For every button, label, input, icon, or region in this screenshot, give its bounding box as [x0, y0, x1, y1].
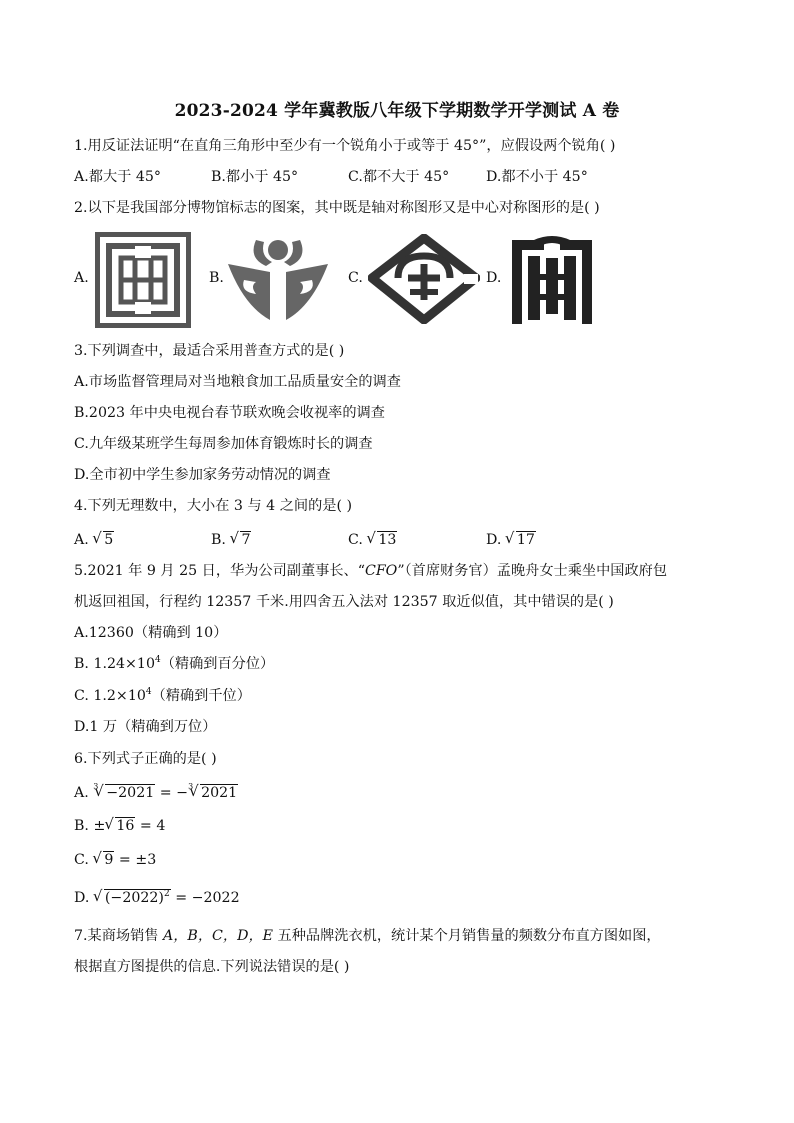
question-6-stem: 6.下列式子正确的是( ) — [74, 751, 217, 767]
q2-label-d: D. — [486, 270, 502, 286]
q6-option-a: A. √ 3 −2021 = − √ 3 2021 — [74, 783, 734, 803]
q3-option-b: B.2023 年中央电视台春节联欢晚会收视率的调查 — [74, 405, 385, 421]
q4-option-c: C. √ 13 — [348, 530, 397, 550]
q5-option-b: B. $1.24\times 10^4$（精确到百分位） — [74, 655, 275, 672]
page-title: 2023-2024 学年冀教版八年级下学期数学开学测试 A 卷 — [174, 101, 620, 121]
q1-option-a: A.都大于 45° — [74, 169, 161, 185]
q1-option-b: B.都小于 45° — [211, 169, 299, 185]
question-5-stem-line1: 5.2021 年 9 月 25 日，华为公司副董事长、“CFO”（首席财务官）孟晚舟女士乘坐中国政府包 — [74, 563, 668, 579]
q5-option-c: C. $1.2\times 10^4$（精确到千位） — [74, 687, 251, 704]
museum-logo-a-image — [95, 232, 191, 328]
question-1-stem: 1.用反证法证明“在直角三角形中至少有一个锐角小于或等于 45°”，应假设两个锐角( ) — [74, 138, 616, 154]
q2-label-c: C. — [348, 270, 363, 286]
q3-option-d: D.全市初中学生参加家务劳动情况的调查 — [74, 467, 331, 483]
museum-logo-d-image — [506, 234, 598, 328]
museum-logo-b-image — [226, 236, 330, 322]
q1-option-c: C.都不大于 45° — [348, 169, 450, 185]
question-4-stem: 4.下列无理数中，大小在 3 与 4 之间的是( ) — [74, 498, 353, 514]
question-2-stem: 2.以下是我国部分博物馆标志的图案，其中既是轴对称图形又是中心对称图形的是( ) — [74, 200, 600, 216]
q6-option-c: C. √ 9 = ±3 — [74, 850, 734, 870]
q6-option-d: D. √ $(-2022)^2 = -2022$ — [74, 888, 734, 908]
q4-option-a: A. √ 5 — [74, 530, 114, 550]
q2-label-a: A. — [74, 270, 89, 286]
q2-label-b: B. — [209, 270, 224, 286]
museum-logo-c-image — [368, 234, 480, 324]
q4-option-d: D. √ 17 — [486, 530, 536, 550]
question-7-stem-line1: 7.某商场销售 A，B，C，D，E 五种品牌洗衣机，统计某个月销售量的频数分布直方图如图， — [74, 928, 661, 944]
q5-option-a: A.12360（精确到 10） — [74, 625, 228, 641]
q3-option-c: C.九年级某班学生每周参加体育锻炼时长的调查 — [74, 436, 373, 452]
question-3-stem: 3.下列调查中，最适合采用普查方式的是( ) — [74, 343, 345, 359]
q5-option-d: D.1 万（精确到万位） — [74, 719, 217, 735]
q1-option-d: D.都不小于 45° — [486, 169, 588, 185]
q3-option-a: A.市场监督管理局对当地粮食加工品质量安全的调查 — [74, 374, 401, 390]
q6-option-b: B. ±√ 16 = 4 — [74, 816, 734, 836]
q4-option-b: B. √ 7 — [211, 530, 251, 550]
question-5-stem-line2: 机返回祖国，行程约 12357 千米.用四舍五入法对 12357 取近似值，其中错误的是( ) — [74, 594, 614, 610]
question-7-stem-line2: 根据直方图提供的信息.下列说法错误的是( ) — [74, 959, 350, 975]
